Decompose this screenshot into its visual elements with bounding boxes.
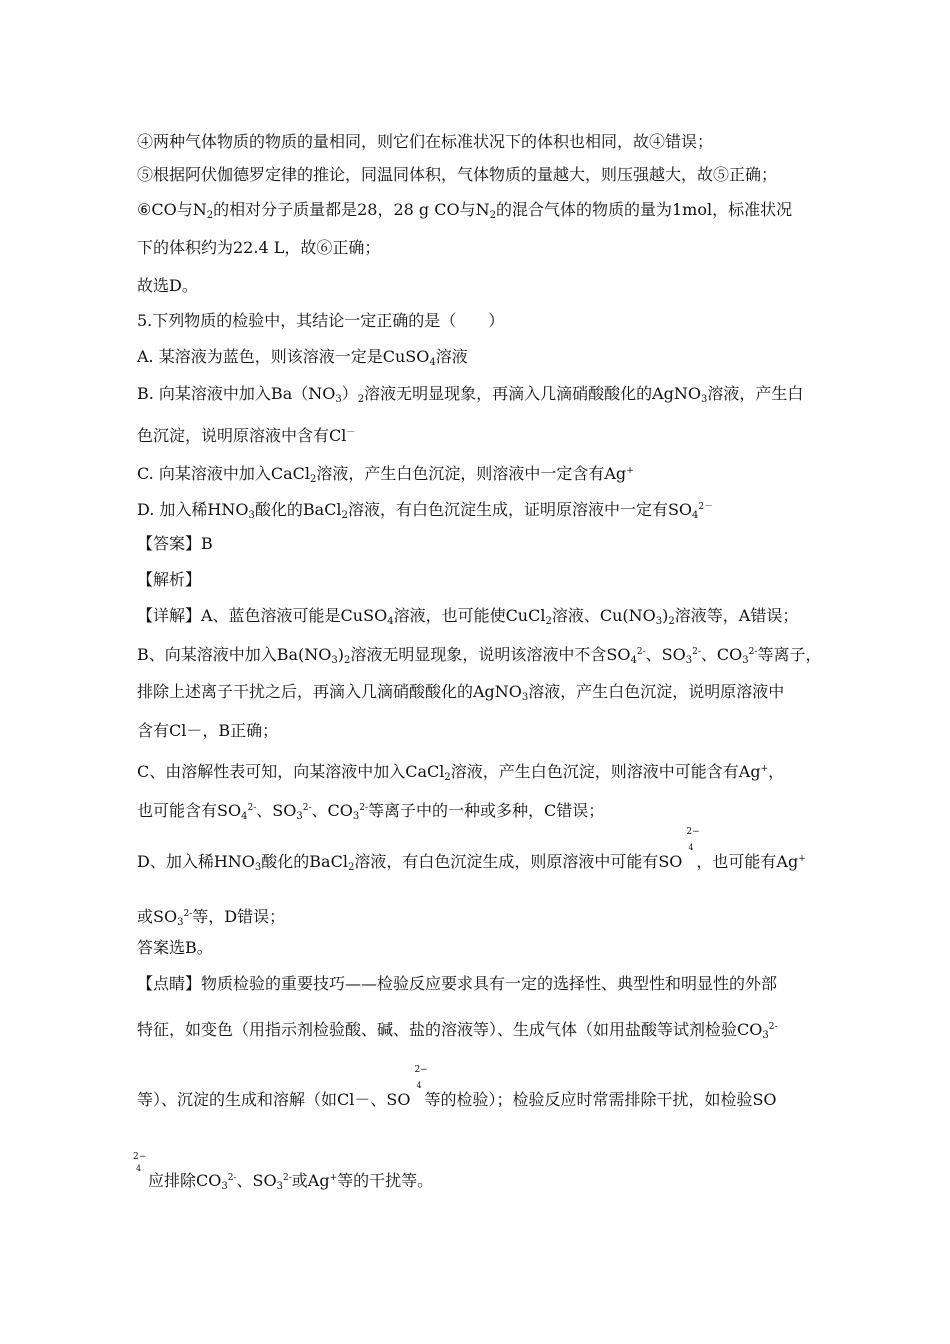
text: C、由溶解性表可知，向某溶液中加入CaCl	[137, 762, 445, 781]
text: 【详解】A、蓝色溶液可能是CuSO	[137, 606, 388, 625]
tip-line	[137, 1065, 777, 1111]
text: 5.下列物质的检验中，其结论一定正确的是（ ）	[137, 311, 505, 330]
text: 故选D。	[137, 276, 198, 295]
text: 等离子中的一种或多种，C错误；	[368, 801, 605, 820]
subscript: 2	[489, 210, 496, 221]
subscript: 3	[762, 1030, 769, 1041]
detail-line	[137, 605, 798, 633]
text: 酸化的BaCl	[254, 500, 342, 519]
subscript: 3	[742, 655, 749, 666]
subscript: 4	[387, 616, 394, 627]
text: D. 加入稀HNO	[137, 500, 249, 519]
subscript: 3	[331, 655, 338, 666]
text: )	[337, 645, 345, 664]
subscript: 3	[521, 692, 529, 703]
text: 溶液，有白色沉淀生成，证明原溶液中一定有SO	[347, 500, 693, 519]
detail-line	[137, 720, 278, 742]
text: 的混合气体的物质的量为1mol，标准状况	[495, 200, 793, 219]
text: B、向某溶液中加入Ba(NO	[137, 645, 332, 664]
superscript: 2-	[768, 1022, 778, 1032]
subscript: 4	[136, 1164, 142, 1173]
text: 溶液，产生白	[707, 384, 804, 403]
subscript: 4	[688, 843, 694, 852]
superscript: +	[760, 764, 769, 774]
text-line	[137, 131, 713, 153]
text-line	[137, 164, 777, 186]
tip-line	[137, 1016, 778, 1047]
superscript: －	[346, 428, 356, 438]
subscript: 2	[341, 510, 348, 521]
superscript: 2－	[698, 502, 714, 512]
subscript: 3	[248, 510, 255, 521]
text: 溶液等，A错误；	[674, 606, 799, 625]
text: 、SO	[236, 1171, 277, 1190]
superscript: +	[798, 854, 806, 864]
subscript: 2	[344, 655, 351, 666]
text: 应排除CO	[148, 1171, 222, 1190]
text: 答案选B。	[137, 938, 213, 957]
option-b	[137, 383, 803, 411]
text: 溶液，也可能使CuCl	[393, 606, 546, 625]
option-a	[137, 346, 468, 374]
answer-heading	[137, 533, 213, 555]
superscript: 2-	[302, 803, 312, 813]
subscript: 3	[296, 811, 303, 822]
superscript: 2-	[359, 803, 369, 813]
text: 、SO	[256, 801, 297, 820]
text: )	[662, 606, 669, 625]
superscript: 2-	[636, 647, 646, 657]
text: D、加入稀HNO	[137, 852, 255, 871]
subscript: 3	[177, 917, 184, 928]
subscript: 4	[241, 811, 248, 822]
ion-subscript	[136, 1164, 141, 1174]
tip-line	[137, 973, 777, 995]
detail-line	[137, 827, 806, 879]
detail-line	[137, 903, 285, 934]
subscript: 3	[655, 616, 663, 627]
detail-line	[137, 681, 784, 709]
text: 、SO	[645, 645, 686, 664]
text: 特征，如变色（用指示剂检验酸、碱、盐的溶液等）、生成气体（如用盐酸等试剂检验CO	[137, 1020, 763, 1039]
text: 、CO	[700, 645, 743, 664]
text: 或Ag	[291, 1171, 330, 1190]
superscript: 2-	[283, 1173, 292, 1183]
option-c	[137, 460, 634, 491]
text: ）	[341, 384, 358, 403]
detail-line	[137, 937, 213, 959]
subscript: 2	[357, 394, 365, 405]
tip-line	[148, 1167, 433, 1198]
ion-charge-stack	[682, 827, 700, 867]
text: 溶液，产生白色沉淀，说明原溶液中	[528, 682, 785, 701]
text: 溶液无明显现象，说明该溶液中不含SO	[350, 645, 631, 664]
subscript: 4	[692, 510, 699, 521]
text: 下的体积约为22.4 L，故⑥正确；	[137, 238, 381, 257]
subscript: 3	[352, 811, 360, 822]
superscript: 2-	[247, 803, 257, 813]
text: 等的干扰等。	[337, 1171, 434, 1190]
charge: 2−	[414, 1065, 428, 1075]
text: 溶液，有白色沉淀生成，则原溶液中可能有SO	[354, 852, 683, 871]
option-b-continued	[137, 422, 355, 447]
ion-charge	[133, 1152, 146, 1162]
detail-line	[137, 641, 821, 672]
charge: 2−	[133, 1152, 147, 1162]
subscript: 2	[347, 862, 355, 873]
subscript: 3	[221, 1181, 228, 1192]
text: 等离子，	[757, 645, 822, 664]
superscript: 2-	[692, 647, 701, 657]
text-line	[137, 275, 198, 297]
text: 、CO	[311, 801, 353, 820]
text: ⑤根据阿伏伽德罗定律的推论，同温同体积，气体物质的量越大，则压强越大，故⑤正确；	[137, 165, 778, 184]
text: 【点睛】物质检验的重要技巧——检验反应要求具有一定的选择性、典型性和明显性的外部	[137, 974, 778, 993]
text: 溶液无明显现象，再滴入几滴硝酸酸化的AgNO	[364, 384, 702, 403]
text: 等）、沉淀的生成和溶解（如Cl－、SO	[137, 1090, 411, 1109]
text: 色沉淀，说明原溶液中含有Cl	[137, 426, 347, 445]
text: 的相对分子质量都是28，28 g CO与N	[213, 200, 490, 219]
subscript: 3	[254, 862, 262, 873]
subscript: 2	[668, 616, 675, 627]
text: 也可能含有SO	[137, 801, 242, 820]
text: A. 某溶液为蓝色，则该溶液一定是CuSO	[137, 347, 430, 366]
superscript: 2-	[227, 1173, 237, 1183]
text: 等，D错误；	[192, 907, 286, 926]
text: C. 向某溶液中加入CaCl	[137, 464, 310, 483]
text: 或SO	[137, 907, 178, 926]
text: 【解析】	[137, 570, 202, 589]
text: 溶液	[435, 347, 468, 366]
ion-charge-stack	[410, 1065, 428, 1105]
text: ，	[768, 762, 785, 781]
question-stem	[137, 310, 504, 332]
subscript: 3	[701, 394, 708, 405]
text: ⑥CO与N	[137, 200, 207, 219]
superscript: +	[329, 1173, 338, 1183]
text: ④两种气体物质的物质的量相同，则它们在标准状况下的体积也相同，故④错误；	[137, 132, 714, 151]
detail-line	[137, 797, 604, 828]
superscript: +	[626, 466, 634, 476]
subscript: 2	[310, 474, 317, 485]
text: 【答案】B	[137, 534, 213, 553]
text: 溶液，产生白色沉淀，则溶液中可能含有Ag	[450, 762, 761, 781]
subscript: 2	[545, 616, 552, 627]
subscript: 2	[444, 772, 451, 783]
subscript: 4	[416, 1081, 422, 1090]
subscript: 3	[685, 655, 693, 666]
option-d	[137, 496, 713, 527]
charge: 2−	[686, 827, 700, 837]
text: 溶液、Cu(NO	[551, 606, 656, 625]
text-line	[137, 199, 792, 227]
analysis-heading	[137, 569, 201, 591]
text: 等的检验）；检验反应时常需排除干扰，如检验SO	[424, 1090, 777, 1109]
subscript: 4	[630, 655, 637, 666]
subscript: 4	[429, 357, 436, 368]
text: ，也可能有Ag	[696, 852, 799, 871]
subscript: 3	[335, 394, 342, 405]
text: 排除上述离子干扰之后，再滴入几滴硝酸酸化的AgNO	[137, 682, 522, 701]
superscript: 2-	[183, 909, 193, 919]
detail-line	[137, 758, 784, 789]
text-line	[137, 237, 380, 259]
text: 酸化的BaCl	[261, 852, 348, 871]
superscript: 2-	[748, 647, 758, 657]
text: B. 向某溶液中加入Ba（NO	[137, 384, 336, 403]
subscript: 2	[206, 210, 214, 221]
text: 溶液，产生白色沉淀，则溶液中一定含有Ag	[316, 464, 627, 483]
subscript: 3	[276, 1181, 283, 1192]
text: 含有Cl－，B正确；	[137, 721, 279, 740]
